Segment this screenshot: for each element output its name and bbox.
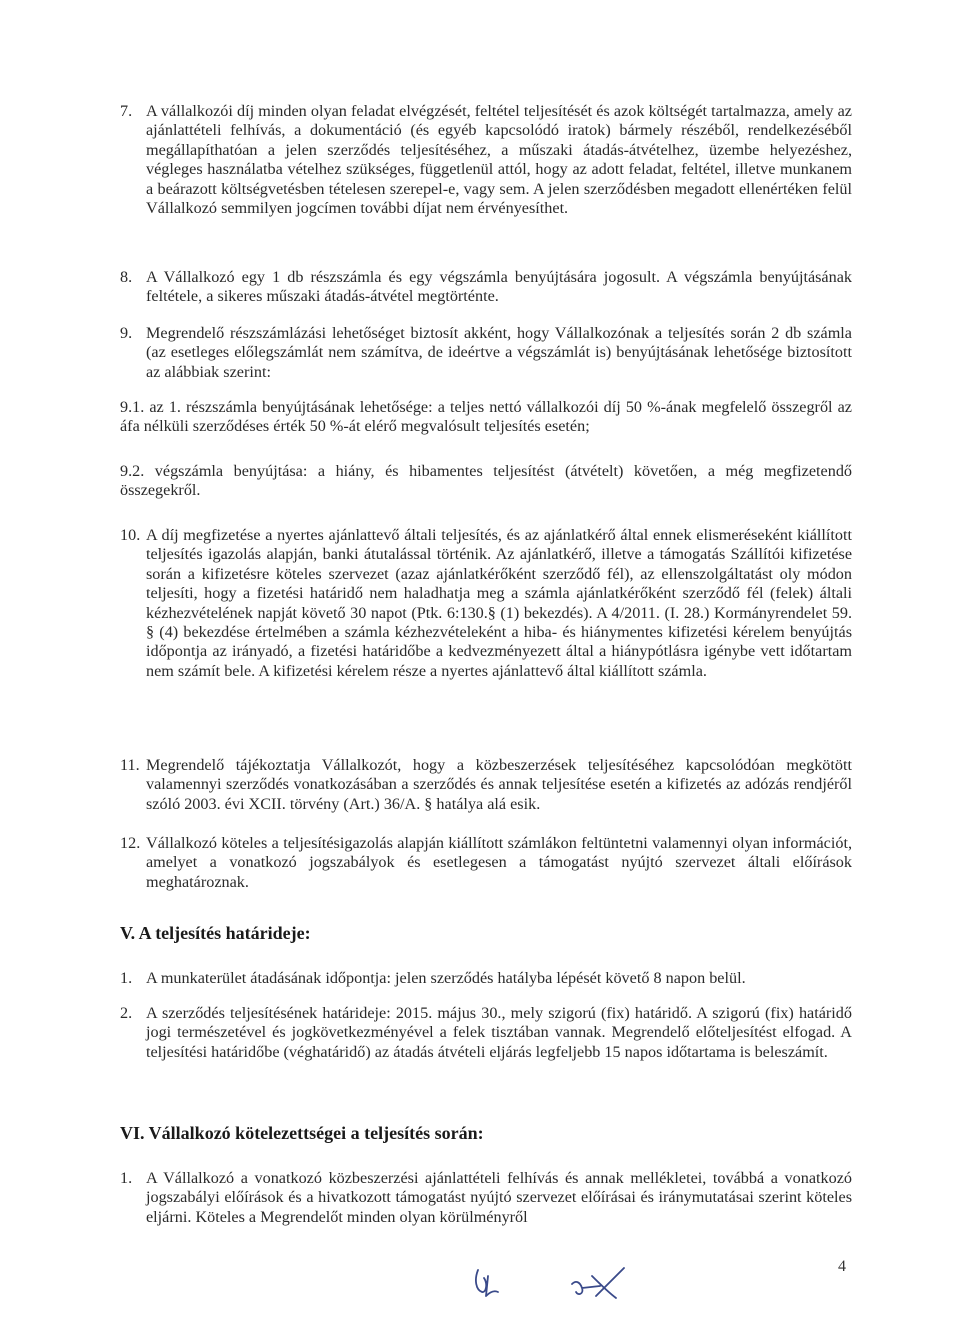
item-number: 12.: [120, 834, 141, 852]
item-number: 7.: [120, 102, 133, 120]
paragraph-vi-1: A Vállalkozó a vonatkozó közbeszerzési ajánlattételi felhívás és annak mellékletei, továbbá a vonatkozó jogszabályi előírások és a hivatkozott támogatást nyújtó szervezet előírásai és iránymutatásai szerint köteles eljárni. Köteles a Megrendelőt minden olyan körülményről: [146, 1169, 852, 1226]
item-number: 9.: [120, 324, 133, 342]
section-heading-v: V. A teljesítés határideje:: [120, 923, 311, 943]
paragraph-7: A vállalkozói díj minden olyan feladat elvégzését, feltétel teljesítését és azok költségét tartalmazza, amely az ajánlattételi felhívás, a dokumentáció (és egyéb kapcsolódó iratok) bármely részéből, rendelkezéséből megállapíthatóan a jelen szerződés teljesítéséhez, a műszaki átadás-átvételhez, üzembe helyezéshez, végleges használatba vételhez szükséges, függetlenül attól, hogy az adott feladat, feltétel, illetve munkanem a beárazott költségvetésben tételesen szerepel-e, vagy sem. A jelen szerződésben megadott ellenértéken felül Vállalkozó semmilyen jogcímen további díjat nem érvényesíthet.: [146, 102, 852, 218]
section-heading-vi: VI. Vállalkozó kötelezettségei a teljesítés során:: [120, 1123, 484, 1143]
paragraph-9-2: 9.2. végszámla benyújtása: a hiány, és hibamentes teljesítést (átvételt) követően, a még megfizetendő összegekről.: [120, 462, 852, 500]
item-number: 11.: [120, 756, 140, 774]
item-number: 1.: [120, 969, 133, 987]
page-number: 4: [838, 1258, 846, 1275]
item-number: 10.: [120, 526, 141, 544]
paragraph-v-1: A munkaterület átadásának időpontja: jelen szerződés hatályba lépését követő 8 napon belül.: [146, 969, 746, 987]
paragraph-11: Megrendelő tájékoztatja Vállalkozót, hogy a közbeszerzések teljesítéséhez kapcsolódóan megkötött valamennyi szerződés vonatkozásában a szerződés és annak teljesítése esetén a kifizetés az adózás rendjéről szóló 2003. évi XCII. törvény (Art.) 36/A. § hatálya alá esik.: [146, 756, 852, 813]
paragraph-9-1: 9.1. az 1. részszámla benyújtásának lehetősége: a teljes nettó vállalkozói díj 50 %-ának megfelelő összegről az áfa nélküli szerződéses érték 50 %-át elérő megvalósult teljesítés esetén;: [120, 398, 852, 436]
signature-initial-right: [566, 1262, 636, 1302]
paragraph-8: A Vállalkozó egy 1 db részszámla és egy végszámla benyújtására jogosult. A végszámla benyújtásának feltétele, a sikeres műszaki átadás-átvétel megtörténte.: [146, 268, 852, 306]
item-number: 2.: [120, 1004, 133, 1022]
paragraph-10: A díj megfizetése a nyertes ajánlattevő általi teljesítés, és az ajánlatkérő által ennek elismeréseként kiállított teljesítés igazolás alapján, banki átutalással történik. Az ajánlatkérő, illetve a támogatás Szállítói kifizetése során a kifizetésre köteles szervezet (azaz ajánlatkérőként szerződő fél), az ellenszolgáltatást oly módon teljesíti, hogy a fizetési határidő nem haladhatja meg a számla ajánlatkérőként szerződő fél (felek) általi kézhezvételének napját követő 30 napot (Ptk. 6:130.§ (1) bekezdés). A 4/2011. (I. 28.) Kormányrendelet 59. § (4) bekezdése értelmében a számla kézhezvételeként a hiba- és hiánymentes kifizetési kérelem benyújtás időpontja az irányadó, a fizetési határidőbe a kedvezményezett által a hiánypótlásra igénybe vett időtartam nem számít bele. A kifizetési kérelem része a nyertes ajánlattevő által kiállított számla.: [146, 526, 852, 680]
paragraph-12: Vállalkozó köteles a teljesítésigazolás alapján kiállított számlákon feltüntetni valamennyi olyan információt, amelyet a vonatkozó jogszabályok és esetlegesen a támogatást nyújtó szervezet általi előírások meghatároznak.: [146, 834, 852, 891]
item-number: 1.: [120, 1169, 133, 1187]
item-number: 8.: [120, 268, 133, 286]
signature-initial-left: [468, 1262, 508, 1302]
paragraph-9: Megrendelő részszámlázási lehetőséget biztosít akként, hogy Vállalkozónak a teljesítés során 2 db számla (az esetleges előlegszámlát nem számítva, de ideértve a végszámlát is) benyújtásának lehetősége biztosított az alábbiak szerint:: [146, 324, 852, 381]
paragraph-v-2: A szerződés teljesítésének határideje: 2015. május 30., mely szigorú (fix) határidő. A szigorú (fix) határidő jogi természetével és jogkövetkezményével a felek tisztában vannak. Megrendelő előteljesítést elfogad. A teljesítési határidőbe (véghatáridő) az átadás átvételi eljárás legfeljebb 15 napos időtartama is beleszámít.: [146, 1004, 852, 1061]
